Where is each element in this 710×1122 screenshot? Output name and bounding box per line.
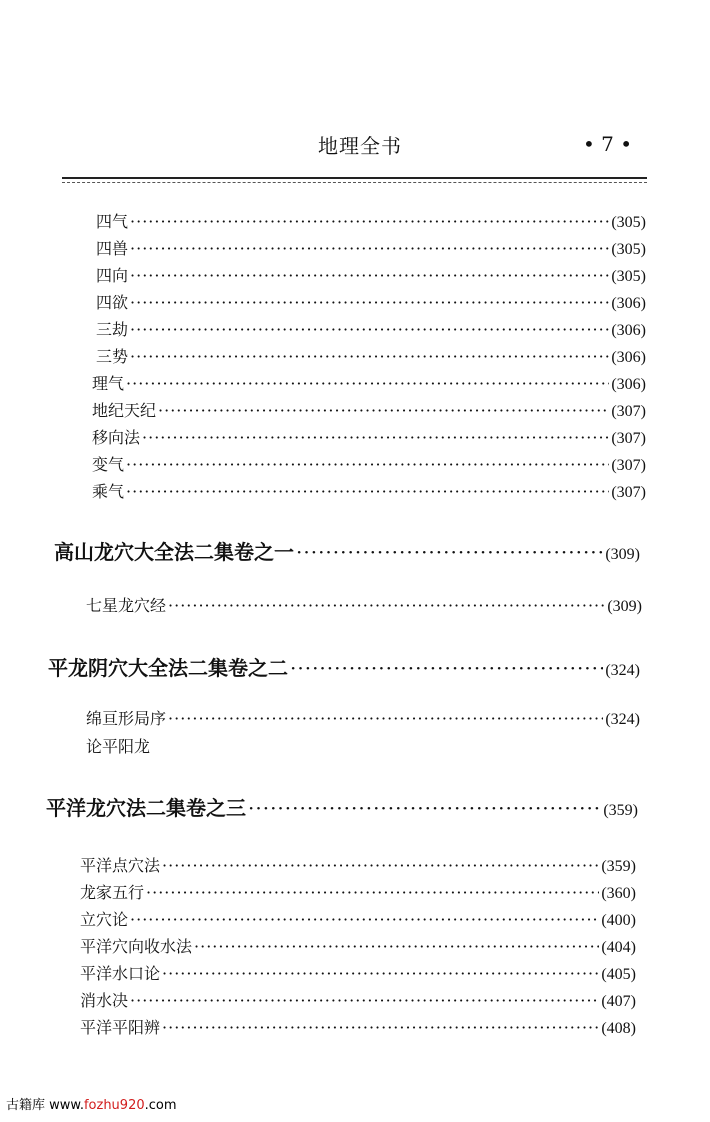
toc-entry-page: (306) bbox=[611, 349, 646, 366]
dot-leader bbox=[126, 374, 609, 393]
toc-entry-title: 平洋水口论 bbox=[80, 964, 161, 983]
toc-section-heading[interactable] bbox=[48, 652, 640, 682]
toc-entry-title: 平洋平阳辨 bbox=[80, 1018, 161, 1037]
dot-leader bbox=[194, 937, 599, 956]
toc-entry-title: 变气 bbox=[92, 455, 125, 474]
toc-entry[interactable] bbox=[92, 479, 646, 503]
dot-leader bbox=[162, 1018, 599, 1037]
toc-entry-title: 乘气 bbox=[92, 482, 125, 501]
toc-entry[interactable] bbox=[80, 961, 636, 985]
toc-entry-page: (360) bbox=[601, 885, 636, 902]
header-rule-dashed bbox=[62, 182, 647, 183]
toc-entry-page: (305) bbox=[611, 241, 646, 258]
dot-leader bbox=[130, 991, 599, 1010]
toc-section-page: (324) bbox=[605, 662, 640, 679]
toc-entry-page: (306) bbox=[611, 376, 646, 393]
dot-leader bbox=[130, 266, 609, 285]
toc-section-heading[interactable] bbox=[46, 792, 638, 822]
toc-entry-page: (404) bbox=[601, 939, 636, 956]
dot-leader bbox=[168, 709, 603, 728]
toc-entry-title: 四兽 bbox=[96, 239, 129, 258]
toc-entry[interactable] bbox=[96, 317, 646, 341]
toc-entry[interactable] bbox=[80, 1015, 636, 1039]
toc-section-page: (359) bbox=[603, 802, 638, 819]
toc-entry[interactable] bbox=[80, 880, 636, 904]
toc-entry-title: 理气 bbox=[92, 374, 125, 393]
page-number: • 7 • bbox=[583, 132, 633, 156]
toc-entry[interactable] bbox=[96, 290, 646, 314]
toc-entry[interactable] bbox=[96, 263, 646, 287]
toc-entry-title: 四向 bbox=[96, 266, 129, 285]
toc-entry-page: (306) bbox=[611, 295, 646, 312]
toc-entry-title: 平洋点穴法 bbox=[80, 856, 161, 875]
toc-entry-page: (400) bbox=[601, 912, 636, 929]
dot-leader bbox=[130, 347, 609, 366]
toc-entry-title: 三劫 bbox=[96, 320, 129, 339]
dot-leader bbox=[130, 239, 609, 258]
watermark-domain: fozhu920 bbox=[83, 1098, 145, 1113]
toc-entry[interactable] bbox=[96, 209, 646, 233]
toc-entry-title: 移向法 bbox=[92, 428, 141, 447]
toc-entry[interactable] bbox=[80, 934, 636, 958]
dot-leader bbox=[126, 455, 609, 474]
toc-section-heading[interactable] bbox=[54, 536, 640, 566]
dot-leader bbox=[126, 482, 609, 501]
toc-entry[interactable] bbox=[92, 452, 646, 476]
watermark-prefix: 古籍库 www. bbox=[6, 1098, 84, 1113]
toc-entry-page: (307) bbox=[611, 457, 646, 474]
book-title: 地理全书 bbox=[318, 134, 402, 158]
toc-section-page: (309) bbox=[605, 546, 640, 563]
toc-entry[interactable] bbox=[86, 706, 640, 730]
site-watermark bbox=[6, 1094, 177, 1113]
toc-entry-title: 四欲 bbox=[96, 293, 129, 312]
toc-entry[interactable] bbox=[92, 425, 646, 449]
dot-leader bbox=[158, 401, 609, 420]
dot-leader bbox=[248, 796, 601, 820]
toc-entry[interactable] bbox=[80, 907, 636, 931]
toc-entry-page: (309) bbox=[607, 598, 642, 615]
toc-entry-page: (307) bbox=[611, 403, 646, 420]
dot-leader bbox=[168, 596, 605, 615]
toc-entry[interactable] bbox=[80, 853, 636, 877]
toc-entry-page: (324) bbox=[605, 711, 640, 728]
toc-entry[interactable] bbox=[92, 371, 646, 395]
toc-entry-title: 消水决 bbox=[80, 991, 129, 1010]
toc-entry[interactable] bbox=[92, 398, 646, 422]
dot-leader bbox=[146, 883, 599, 902]
dot-leader bbox=[290, 656, 603, 680]
dot-leader bbox=[130, 293, 609, 312]
toc-entry[interactable] bbox=[86, 593, 642, 617]
toc-entry-title: 龙家五行 bbox=[80, 883, 145, 902]
toc-entry-page: (307) bbox=[611, 484, 646, 501]
watermark-suffix: .com bbox=[144, 1098, 177, 1113]
toc-entry-title: 四气 bbox=[96, 212, 129, 231]
dot-leader bbox=[162, 856, 599, 875]
toc-entry-page: (307) bbox=[611, 430, 646, 447]
dot-leader bbox=[130, 320, 609, 339]
toc-entry-page: (405) bbox=[601, 966, 636, 983]
toc-entry[interactable] bbox=[96, 344, 646, 368]
header-rule bbox=[62, 177, 647, 179]
dot-leader bbox=[296, 540, 603, 564]
dot-leader bbox=[142, 428, 609, 447]
toc-entry-page: (408) bbox=[601, 1020, 636, 1037]
toc-entry-page: (305) bbox=[611, 214, 646, 231]
toc-entry[interactable] bbox=[80, 988, 636, 1012]
toc-entry-page: (407) bbox=[601, 993, 636, 1010]
toc-entry-title[interactable]: 论平阳龙 bbox=[86, 737, 151, 756]
toc-entry-page: (306) bbox=[611, 322, 646, 339]
toc-section-title: 平龙阴穴大全法二集卷之二 bbox=[48, 656, 288, 680]
toc-entry-title: 七星龙穴经 bbox=[86, 596, 167, 615]
toc-entry-page: (359) bbox=[601, 858, 636, 875]
toc-entry-title: 地纪天纪 bbox=[92, 401, 157, 420]
toc-entry-page: (305) bbox=[611, 268, 646, 285]
toc-section-title: 高山龙穴大全法二集卷之一 bbox=[54, 540, 294, 564]
toc-entry[interactable] bbox=[96, 236, 646, 260]
page-header bbox=[0, 128, 710, 168]
toc-entry-title: 立穴论 bbox=[80, 910, 129, 929]
toc-section-title: 平洋龙穴法二集卷之三 bbox=[46, 796, 246, 820]
toc-entry-title: 绵亘形局序 bbox=[86, 709, 167, 728]
toc-entry-title: 三势 bbox=[96, 347, 129, 366]
toc-entry-title: 平洋穴向收水法 bbox=[80, 937, 193, 956]
dot-leader bbox=[130, 910, 599, 929]
dot-leader bbox=[130, 212, 609, 231]
dot-leader bbox=[162, 964, 599, 983]
